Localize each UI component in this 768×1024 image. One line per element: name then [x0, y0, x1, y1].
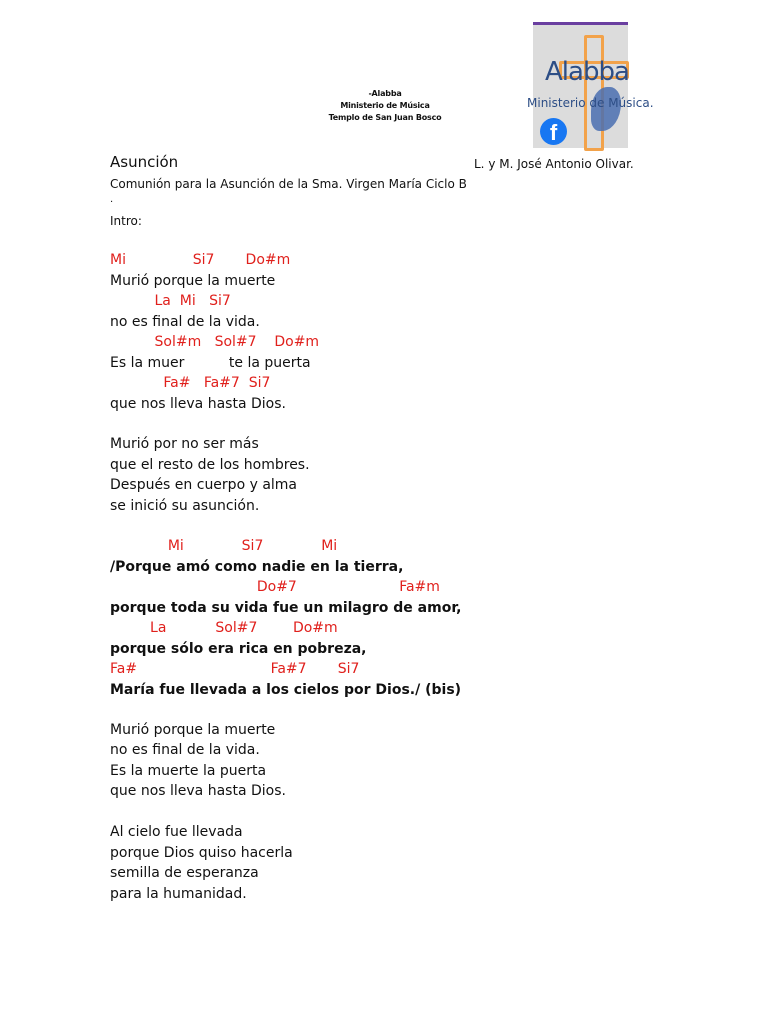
lyric-line: Al cielo fue llevada [110, 824, 243, 840]
chord-line: La Mi Si7 [110, 293, 231, 309]
chord-line: Mi Si7 Mi [110, 538, 338, 554]
lyric-line: Después en cuerpo y alma [110, 477, 298, 493]
chord-line: Fa# Fa#7 Si7 [110, 375, 271, 391]
chord-line: Mi Si7 Do#m [110, 252, 291, 268]
separator-dot: . [110, 194, 114, 205]
logo-subtitle: Ministerio de Música. [527, 96, 654, 110]
logo-title: Alabba [545, 57, 629, 87]
song-title: Asunción [110, 153, 179, 171]
lyric-line: no es final de la vida. [110, 314, 260, 330]
header-line-2: Ministerio de Música [340, 101, 430, 110]
lyric-line: que el resto de los hombres. [110, 457, 310, 473]
chord-line: La Sol#7 Do#m [110, 620, 338, 636]
lyric-line: semilla de esperanza [110, 865, 259, 881]
chorus-line: porque sólo era rica en pobreza, [110, 641, 367, 657]
chord-line: Fa# Fa#7 Si7 [110, 661, 360, 677]
lyric-line: Murió porque la muerte [110, 273, 276, 289]
song-subtitle: Comunión para la Asunción de la Sma. Virgen María Ciclo B [110, 177, 467, 191]
chorus-line: porque toda su vida fue un milagro de amor, [110, 600, 462, 616]
intro-label: Intro: [110, 214, 142, 228]
lyric-line: Murió porque la muerte [110, 722, 276, 738]
lyric-line: Es la muerte la puerta [110, 763, 267, 779]
chorus-line: /Porque amó como nadie en la tierra, [110, 559, 404, 575]
chorus-line: María fue llevada a los cielos por Dios./ (bis) [110, 682, 462, 698]
document-header [300, 88, 470, 124]
ministry-logo [527, 22, 654, 148]
lyric-line: Murió por no ser más [110, 436, 259, 452]
facebook-icon[interactable]: f [540, 118, 567, 145]
lyric-line: no es final de la vida. [110, 742, 260, 758]
header-line-3: Templo de San Juan Bosco [328, 113, 442, 122]
lyric-line: que nos lleva hasta Dios. [110, 396, 286, 412]
header-line-1: -Alabba [368, 89, 402, 98]
lyric-line: porque Dios quiso hacerla [110, 845, 293, 861]
song-author: L. y M. José Antonio Olivar. [474, 157, 634, 171]
lyric-line: que nos lleva hasta Dios. [110, 783, 286, 799]
chord-line: Sol#m Sol#7 Do#m [110, 334, 320, 350]
chord-line: Do#7 Fa#m [110, 579, 440, 595]
lyric-line: Es la muer te la puerta [110, 355, 311, 371]
lyric-line: se inició su asunción. [110, 498, 260, 514]
lyric-line: para la humanidad. [110, 886, 247, 902]
